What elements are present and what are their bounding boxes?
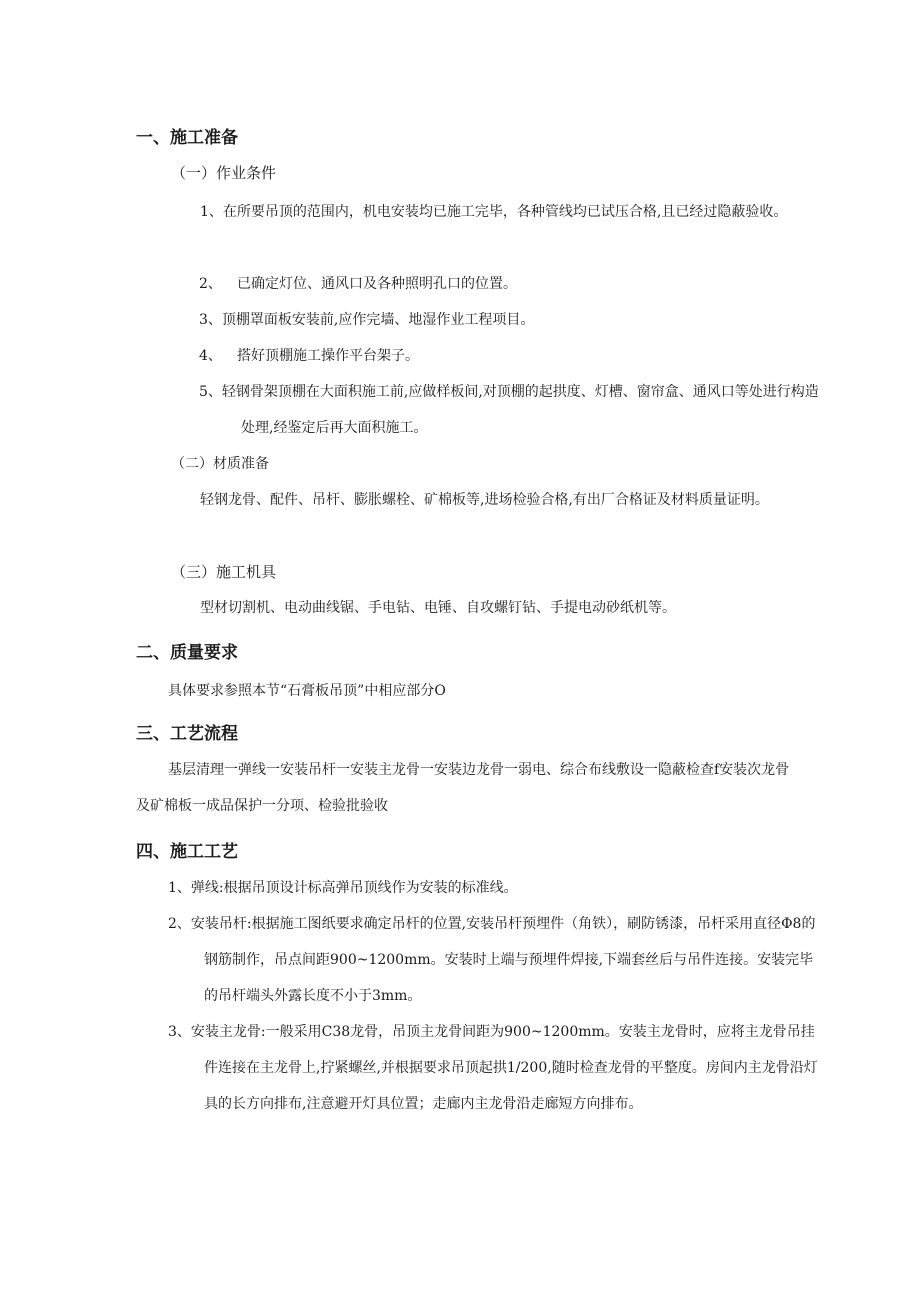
item-text: 已确定灯位、通风口及各种照明孔口的位置。 (237, 276, 517, 292)
section-heading-3: 三、工艺流程 (136, 724, 238, 744)
process-item-1: 1、弹线:根据吊顶设计标高弹吊顶线作为安装的标准线。 (168, 880, 518, 896)
section-heading-4: 四、施工工艺 (136, 842, 238, 862)
quality-paragraph: 具体要求参照本节“石膏板吊顶”中相应部分O (168, 683, 446, 699)
process-flow-paragraph: 基层清理一弹线一安装吊杆一安装主龙骨一安装边龙骨一弱电、综合布线敷设一隐蔽检查f安装次龙骨及矿棉板一成品保护一分项、检验批验收 (136, 762, 790, 814)
section-heading-2: 二、质量要求 (136, 643, 238, 663)
work-condition-item-3: 3、顶棚罩面板安装前,应作完墙、地湿作业工程项目。 (199, 312, 535, 328)
work-condition-item-4 (199, 338, 419, 374)
subsection-heading-tools: （三）施工机具 (171, 563, 277, 581)
process-item-2: 2、安装吊杆:根据施工图纸要求确定吊杆的位置,安装吊杆预埋件（角铁），刷防锈漆，吊杆采用直径Φ8的钢筋制作，吊点间距900~1200mm。安装时上端与预埋件焊接,下端套丝后与吊件连接。安装完毕的吊杆端头外露长度不小于3mm。 (168, 916, 816, 1004)
work-condition-item-5: 5、轻钢骨架顶棚在大面积施工前,应做样板间,对顶棚的起拱度、灯槽、窗帘盒、通风口等处进行构造处理,经鉴定后再大面积施工。 (199, 384, 819, 436)
process-item-3: 3、安装主龙骨:一般采用C38龙骨，吊顶主龙骨间距为900~1200mm。安装主龙骨时，应将主龙骨吊挂件连接在主龙骨上,拧紧螺丝,并根据要求吊顶起拱1/200,随时检查龙骨的平整度。房间内主龙骨沿灯具的长方向排布,注意避开灯具位置；走廊内主龙骨沿走廊短方向排布。 (168, 1024, 818, 1112)
materials-paragraph: 轻钢龙骨、配件、吊杆、膨胀螺栓、矿棉板等,进场检验合格,有出厂合格证及材料质量证明。 (200, 492, 769, 508)
subsection-heading-work-conditions: （一）作业条件 (171, 164, 277, 182)
subsection-heading-materials: （二）材质准备 (171, 456, 269, 472)
item-text: 搭好顶棚施工操作平台架子。 (237, 348, 419, 364)
work-condition-item-2 (199, 266, 517, 302)
work-condition-item-1: 1、在所要吊顶的范围内，机电安装均已施工完毕，各种管线均已试压合格,且已经过隐蔽验收。 (200, 204, 788, 220)
section-heading-1: 一、施工准备 (136, 128, 238, 148)
tools-paragraph: 型材切割机、电动曲线锯、手电钻、电锤、自攻螺钉钻、手提电动砂纸机等。 (200, 600, 676, 616)
item-number: 4、 (199, 348, 222, 364)
item-number: 2、 (199, 276, 222, 292)
